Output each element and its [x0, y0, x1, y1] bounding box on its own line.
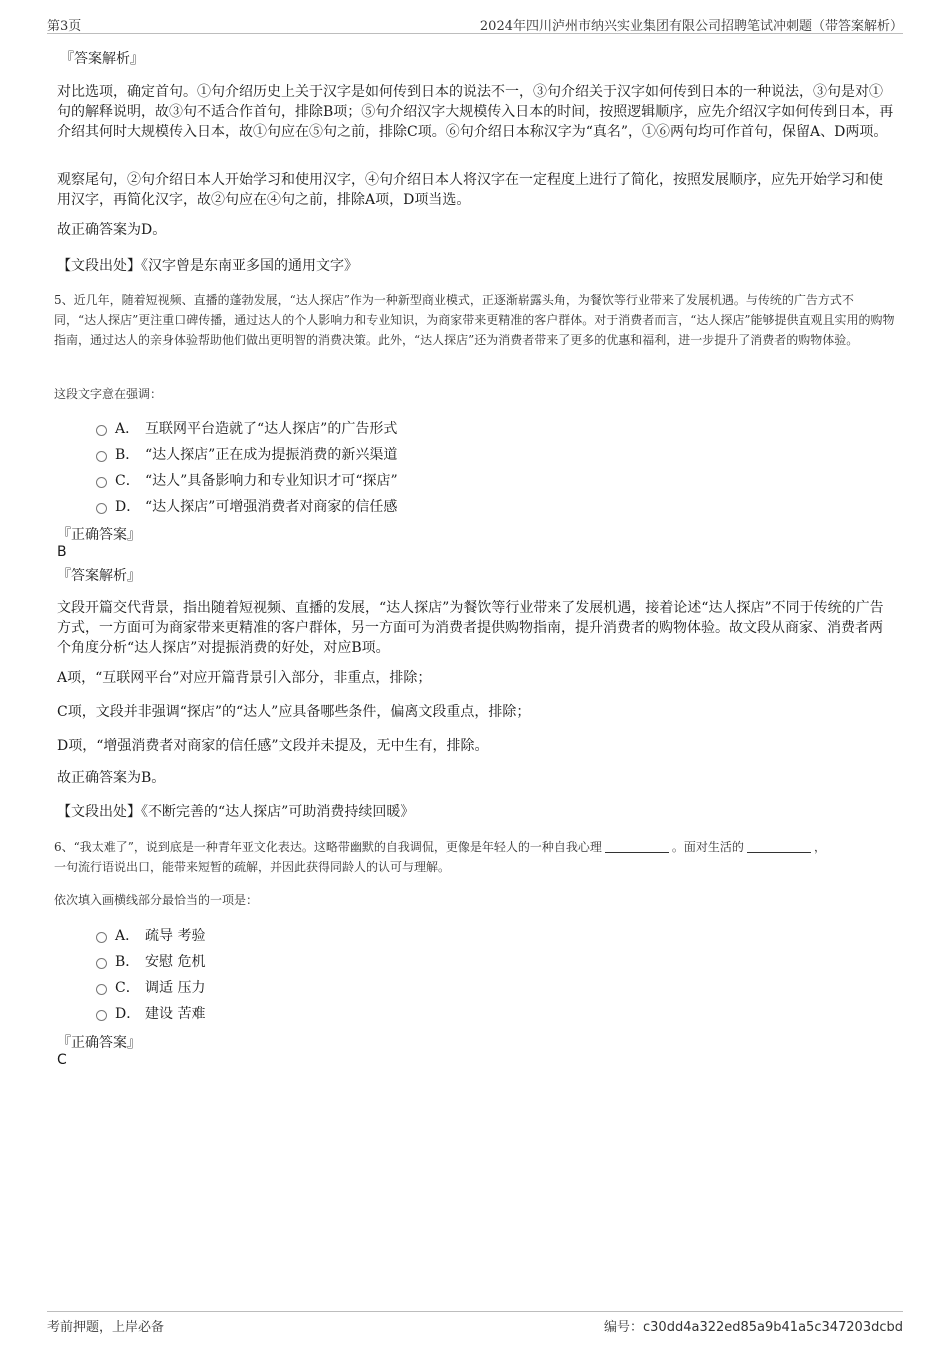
option-b[interactable]: B． 安慰 危机: [96, 952, 205, 972]
document-code: 编号：c30dd4a322ed85a9b41a5c347203dcbd: [604, 1320, 903, 1335]
answer-analysis-label: 『答案解析』: [60, 51, 144, 67]
answer-conclusion: 故正确答案为D。: [57, 222, 167, 238]
page-footer: [47, 1311, 903, 1334]
page-header: [47, 13, 903, 34]
radio-icon[interactable]: [96, 958, 107, 969]
option-a[interactable]: A． 疏导 考验: [96, 926, 205, 946]
radio-icon[interactable]: [96, 1010, 107, 1021]
text-source: 【文段出处】《汉字曾是东南亚多国的通用文字》: [57, 258, 358, 274]
footer-motto: 考前押题，上岸必备: [47, 1320, 165, 1335]
analysis-paragraph: 文段开篇交代背景，指出随着短视频、直播的发展，“达人探店”为餐饮等行业带来了发展机遇，接着论述“达人探店”不同于传统的广告方式，一方面可为商家带来更精准的客户群体，另一方面可为消费者提供购物指南，提升消费者的购物体验。故文段从商家、消费者两个角度分析“达人探店”对提振消费的好处，对应B项。: [57, 600, 884, 656]
radio-icon[interactable]: [96, 503, 107, 514]
option-d[interactable]: D． 建设 苦难: [96, 1004, 205, 1024]
correct-answer-label: 『正确答案』: [57, 527, 141, 543]
radio-icon[interactable]: [96, 984, 107, 995]
page-number: 第3页: [47, 19, 82, 34]
option-b[interactable]: B． “达人探店”正在成为提振消费的新兴渠道: [96, 445, 397, 465]
text-source: 【文段出处】《不断完善的“达人探店”可助消费持续回暖》: [57, 804, 415, 820]
option-d[interactable]: D． “达人探店”可增强消费者对商家的信任感: [96, 497, 397, 517]
correct-answer: B: [57, 544, 67, 560]
question-6-text: 6、“我太难了”，说到底是一种青年亚文化表达。这略带幽默的自我调侃，更像是年轻人的一种自我心理 。面对生活的 ， 一句流行语说出口，能带来短暂的疏解，并因此获得同龄人的认可与理解。: [54, 840, 826, 874]
question-6-prompt: 依次填入画横线部分最恰当的一项是：: [54, 893, 259, 907]
radio-icon[interactable]: [96, 477, 107, 488]
document-title: 2024年四川泸州市纳兴实业集团有限公司招聘笔试冲刺题（带答案解析）: [479, 19, 903, 34]
radio-icon[interactable]: [96, 932, 107, 943]
analysis-option-c: C项，文段并非强调“探店”的“达人”应具备哪些条件，偏离文段重点，排除；: [57, 704, 531, 720]
fill-blank: [747, 840, 811, 853]
analysis-option-d: D项，“增强消费者对商家的信任感”文段并未提及，无中生有，排除。: [57, 738, 489, 754]
fill-blank: [605, 840, 669, 853]
radio-icon[interactable]: [96, 451, 107, 462]
option-a[interactable]: A． 互联网平台造就了“达人探店”的广告形式: [96, 419, 397, 439]
analysis-paragraph: 对比选项，确定首句。①句介绍历史上关于汉字是如何传到日本的说法不一，③句介绍关于汉字如何传到日本的一种说法，③句是对①句的解释说明，故③句不适合作首句，排除B项；⑤句介绍汉字大规模传入日本的时间，按照逻辑顺序，应先介绍汉字如何传到日本，再介绍其何时大规模传入日本，故①句应在⑤句之前，排除C项。⑥句介绍日本称汉字为“真名”，①⑥两句均可作首句，保留A、D两项。: [57, 84, 894, 140]
option-c[interactable]: C． “达人”具备影响力和专业知识才可“探店”: [96, 471, 398, 491]
option-c[interactable]: C． 调适 压力: [96, 978, 205, 998]
analysis-option-a: A项，“互联网平台”对应开篇背景引入部分，非重点，排除；: [57, 670, 432, 686]
analysis-paragraph: 观察尾句，②句介绍日本人开始学习和使用汉字，④句介绍日本人将汉字在一定程度上进行了简化，按照发展顺序，应先开始学习和使用汉字，再简化汉字，故②句应在④句之前，排除A项，D项当选。: [57, 172, 883, 208]
radio-icon[interactable]: [96, 425, 107, 436]
question-5-prompt: 这段文字意在强调：: [54, 387, 163, 401]
correct-answer: C: [57, 1052, 67, 1068]
correct-answer-label: 『正确答案』: [57, 1035, 141, 1051]
answer-analysis-label: 『答案解析』: [57, 568, 141, 584]
question-5-text: 5、近几年，随着短视频、直播的蓬勃发展，“达人探店”作为一种新型商业模式，正逐渐崭露头角，为餐饮等行业带来了发展机遇。与传统的广告方式不同，“达人探店”更注重口碑传播，通过达人的个人影响力和专业知识，为商家带来更精准的客户群体。对于消费者而言，“达人探店”能够提供直观且实用的购物指南，通过达人的亲身体验帮助他们做出更明智的消费决策。此外，“达人探店”还为消费者带来了更多的优惠和福利，进一步提升了消费者的购物体验。: [54, 293, 895, 347]
answer-conclusion: 故正确答案为B。: [57, 770, 166, 786]
